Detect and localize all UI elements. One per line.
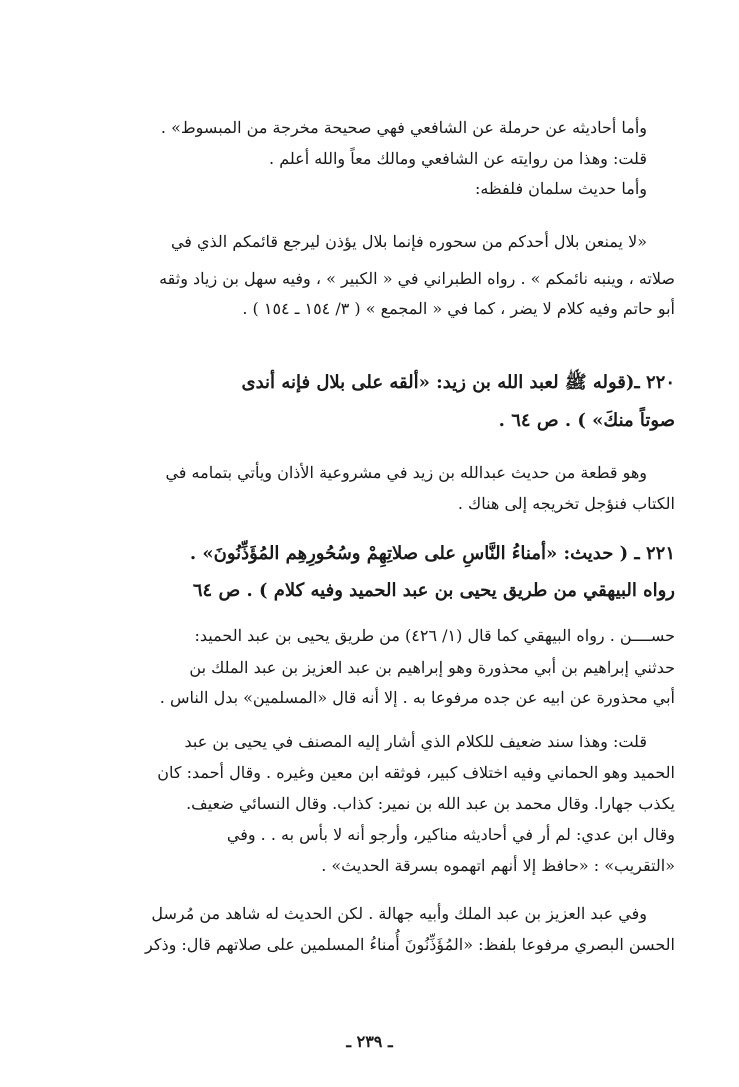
text-line: الكتاب فنؤجل تخريجه إلى هناك .	[457, 494, 675, 513]
text-line: حدثني إبراهيم بن أبي محذورة وهو إبراهيم بن عبد العزيز بن عبد الملك بن	[189, 658, 675, 677]
entry-heading-220-cont: صوتاً منكَ» ) . ص ٦٤ .	[498, 410, 675, 431]
text-line: صلاته ، وينبه نائمكم » . رواه الطبراني في « الكبير » ، وفيه سهل بن زياد وثقه	[159, 269, 675, 288]
text-line: الحسن البصري مرفوعا بلفظ: «المُؤَذِّنُونَ أُمناءُ المسلمين على صلاتهم قال: وذكر	[145, 935, 675, 954]
page-number: ـ ٢٣٩ ـ	[346, 1032, 393, 1051]
text-line: «التقريب» : «حافظ إلا أنهم اتهموه بسرقة الحديث» .	[321, 856, 675, 875]
text-line: أبو حاتم وفيه كلام لا يضر ، كما في « المجمع » ( ٣/ ١٥٤ ـ ١٥٤ ) .	[242, 299, 675, 318]
hadith-quote-line: «لا يمنعن بلال أحدكم من سحوره فإنما بلال يؤذن ليرجع قائمكم الذي في	[170, 232, 647, 251]
entry-heading-221-cont: رواه البيهقي من طريق يحيى بن عبد الحميد وفيه كلام ) . ص ٦٤	[192, 580, 675, 601]
text-line: أبي محذورة عن ابيه عن جده مرفوعا به . إلا أنه قال «المسلمين» بدل الناس .	[159, 688, 675, 707]
text-line: قلت: وهذا سند ضعيف للكلام الذي أشار إليه المصنف في يحيى بن عبد	[184, 732, 647, 751]
text-line: وأما أحاديثه عن حرملة عن الشافعي فهي صحيحة مخرجة من المبسوط» .	[160, 118, 647, 137]
text-line: وقال ابن عدي: لم أر في أحاديثه مناكير، وأرجو أنه لا بأس به . . وفي	[226, 825, 675, 844]
text-line: وفي عبد العزيز بن عبد الملك وأبيه جهالة . لكن الحديث له شاهد من مُرسل	[151, 904, 647, 923]
entry-heading-221: ٢٢١ ـ ( حديث: «أمناءُ النَّاسِ على صلاتِهِمْ وسُحُورِهِم المُؤَذِّنُونَ» .	[189, 543, 675, 564]
text-line: وأما حديث سلمان فلفظه:	[474, 179, 647, 198]
text-line: حســــن . رواه البيهقي كما قال (١/ ٤٢٦) من طريق يحيى بن عبد الحميد:	[194, 626, 675, 645]
entry-heading-220: ٢٢٠ ـ(قوله ﷺ لعبد الله بن زيد: «ألقه على بلال فإنه أندى	[241, 372, 675, 393]
text-line: الحميد وهو الحماني وفيه اختلاف كبير، فوثقه ابن معين وغيره . وقال أحمد: كان	[157, 763, 675, 782]
text-line: يكذب جهارا. وقال محمد بن عبد الله بن نمير: كذاب. وقال النسائي ضعيف.	[186, 794, 675, 813]
text-line: وهو قطعة من حديث عبدالله بن زيد في مشروعية الأذان ويأتي بتمامه في	[165, 463, 647, 482]
text-line: قلت: وهذا من روايته عن الشافعي ومالك معاً والله أعلم .	[269, 149, 647, 168]
